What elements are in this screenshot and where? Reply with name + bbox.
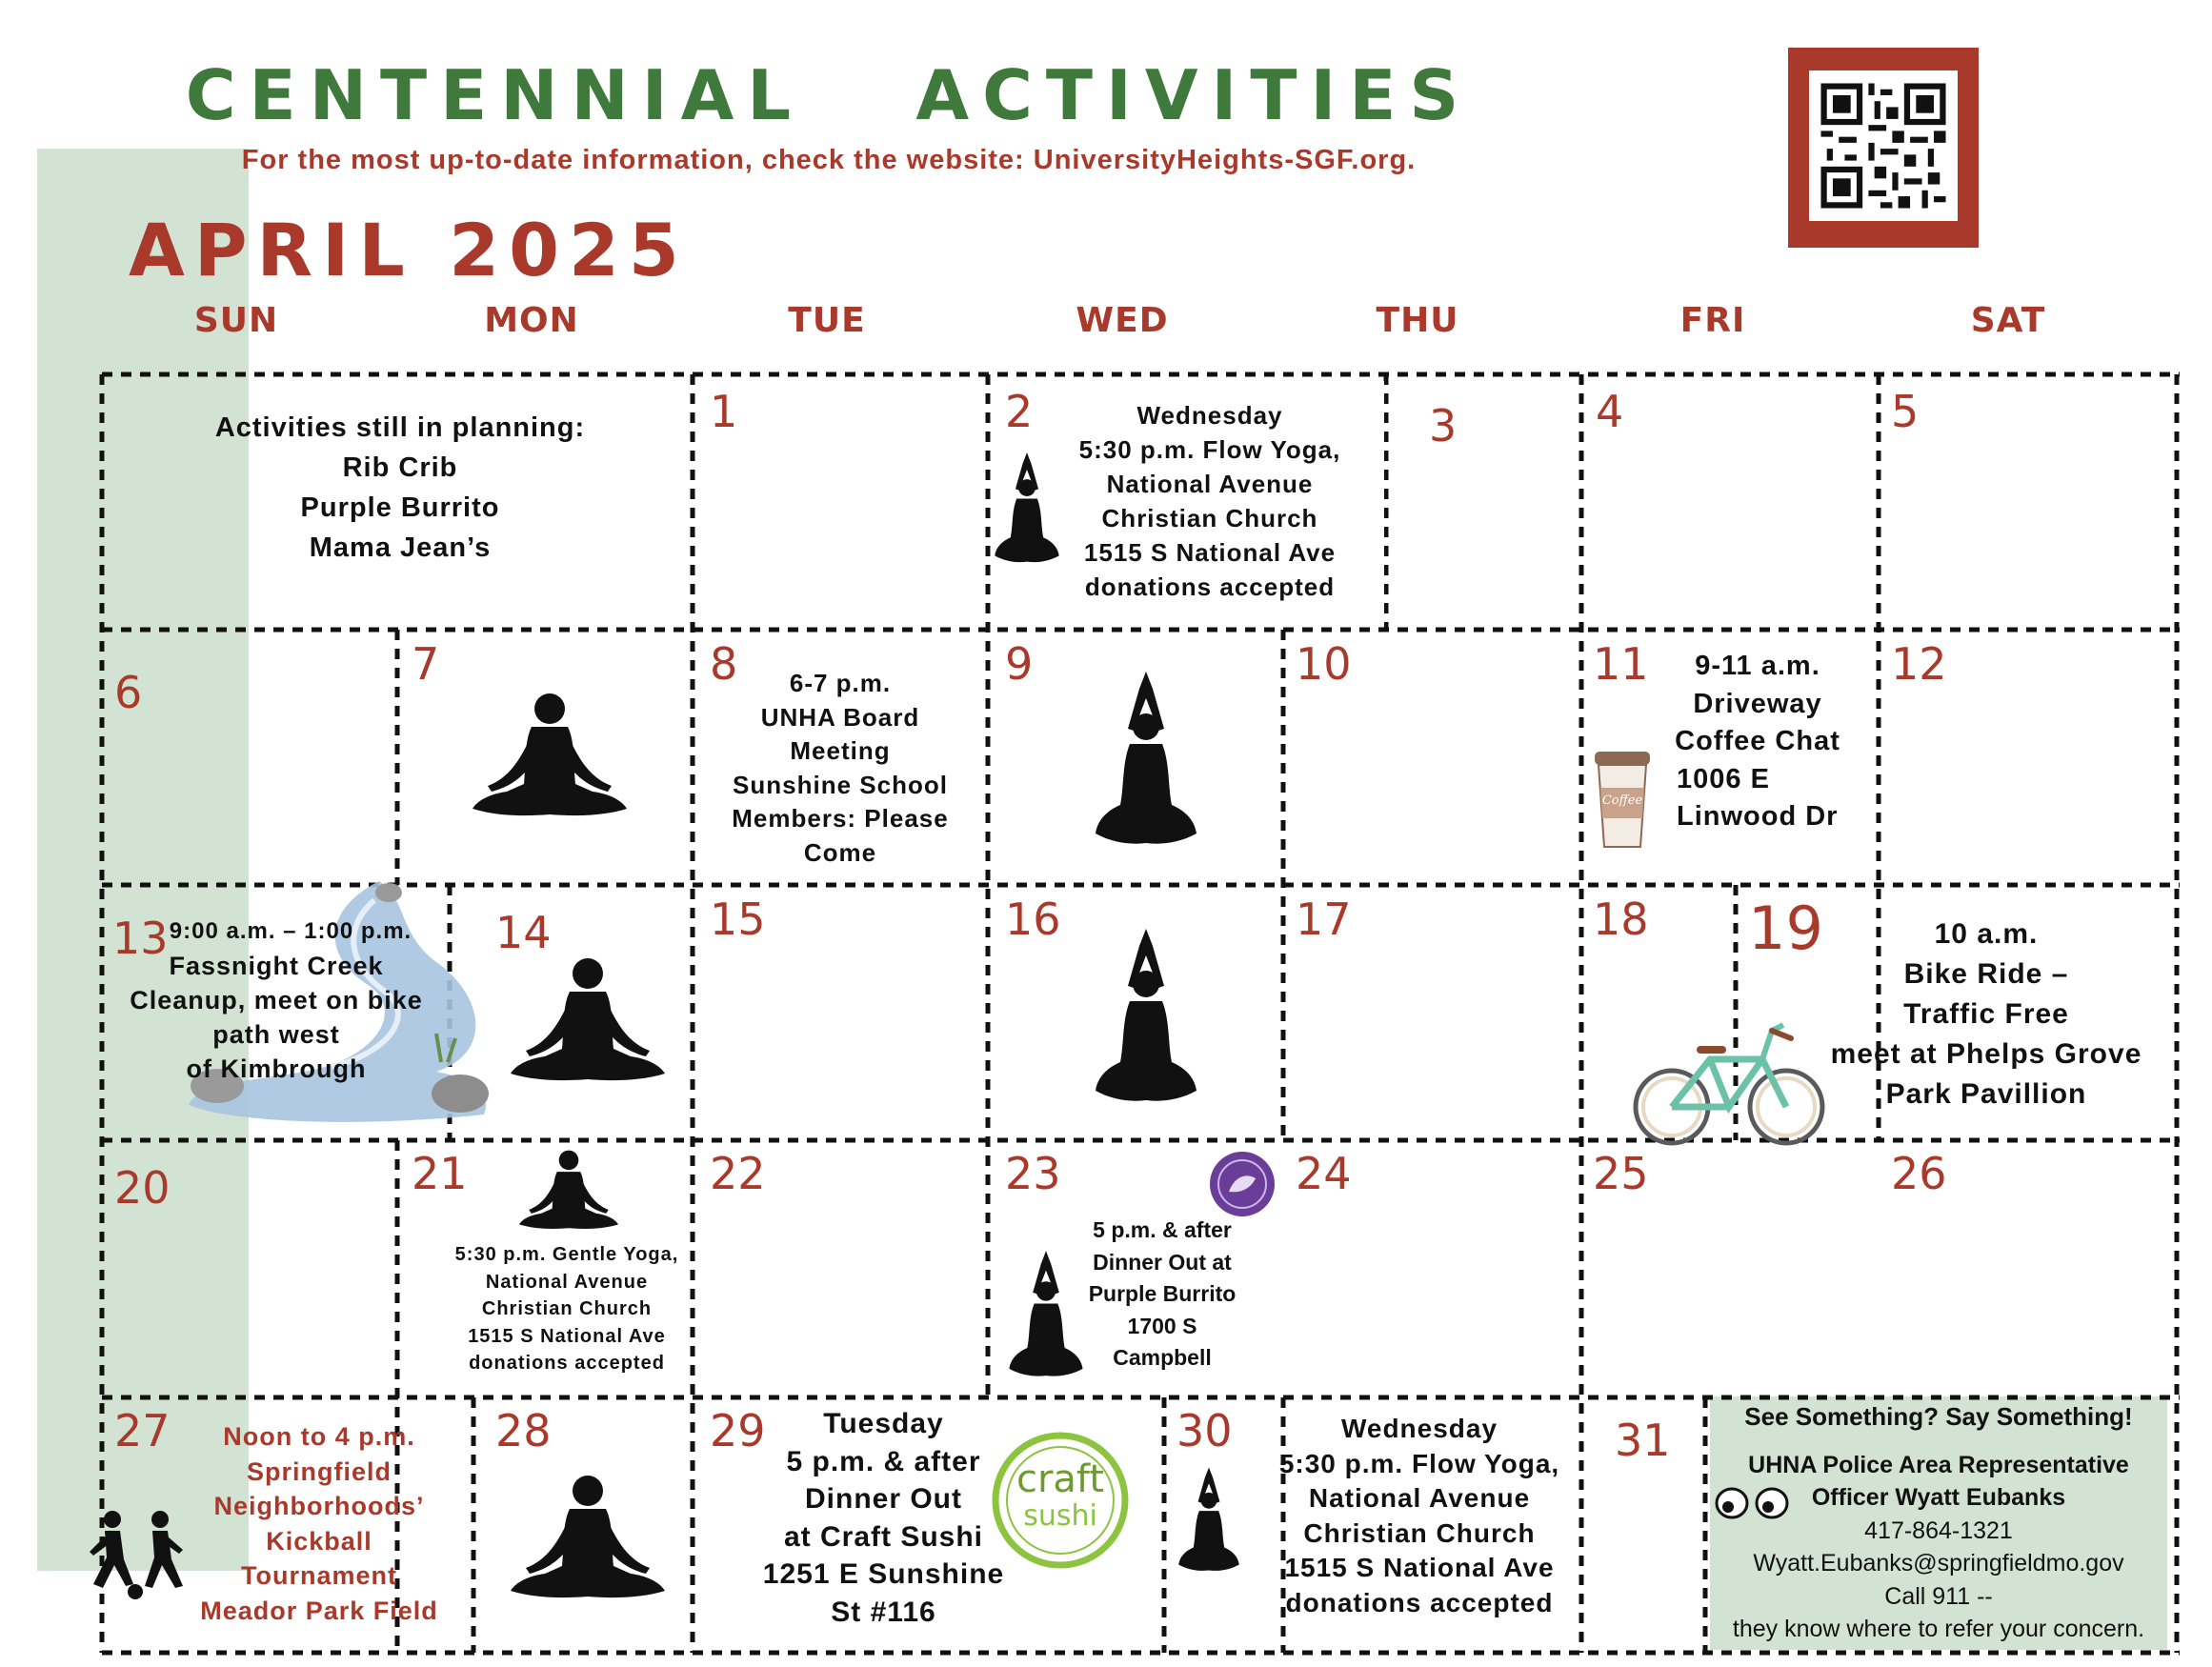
event-apr29 [753,1405,1015,1631]
day-22: 22 [710,1148,766,1199]
event-line: at Craft Sushi [783,1520,984,1553]
event-line: Neighborhoods’ [213,1492,425,1520]
event-apr13 [124,914,429,1086]
event-line: National Avenue [1106,470,1314,498]
event-line: Sunshine School [733,770,948,799]
yoga-pose-arms-up-icon [1008,1251,1084,1379]
event-apr11 [1648,648,1867,836]
day-27: 27 [114,1405,171,1456]
event-line: 5:30 p.m. Flow Yoga, [1078,435,1341,464]
coffee-cup [1589,748,1656,853]
day-30: 30 [1176,1405,1233,1456]
event-line: 5 p.m. & after [1093,1217,1232,1242]
event-line: Come [803,837,877,867]
event-line: Cleanup, meet on bike [130,986,423,1014]
purple-burrito-logo-icon [1208,1150,1277,1218]
day-18: 18 [1593,894,1649,945]
planning-item: Rib Crib [342,452,458,483]
safety-text [1705,1400,2172,1646]
event-line: Tuesday [823,1408,944,1439]
day-14: 14 [495,907,552,958]
safety-call: Call 911 -- [1884,1582,1993,1610]
event-line: Christian Church [481,1298,653,1319]
yoga-pose-arms-up-icon [1094,672,1198,848]
weekday-tue: TUE [788,301,866,340]
day-11: 11 [1593,638,1649,690]
event-line: Linwood Dr [1677,801,1839,832]
event-line: donations accepted [1285,1587,1554,1617]
kickball-players-icon [84,1510,193,1600]
planning-item: Mama Jean’s [309,532,492,563]
day-1: 1 [710,386,738,437]
bicycle-icon [1629,1012,1829,1150]
eyes-icon [1715,1484,1791,1522]
yoga-meditation-icon [469,693,631,826]
yoga-meditation-icon [516,1150,621,1235]
planning-note [171,408,629,568]
event-line: Kickball [266,1526,372,1556]
event-line: meet at Phelps Grove [1830,1038,2142,1070]
weekday-sat: SAT [1970,301,2046,340]
event-line: Campbell [1113,1345,1212,1370]
day-20: 20 [114,1162,171,1214]
day-29: 29 [710,1405,766,1456]
day-2: 2 [1005,386,1034,437]
event-line: Noon to 4 p.m. [223,1422,415,1451]
event-apr27 [191,1419,448,1628]
event-line: 6-7 p.m. [789,669,892,697]
day-12: 12 [1891,638,1947,690]
event-line: St #116 [831,1596,936,1628]
safety-phone: 417-864-1321 [1864,1516,2013,1544]
weekday-wed: WED [1076,301,1169,340]
safety-heading: See Something? Say Something! [1744,1402,2133,1431]
event-line: 1515 S National Ave [1083,538,1337,567]
event-line: Wednesday [1136,401,1283,430]
day-16: 16 [1005,894,1061,945]
day-31: 31 [1615,1415,1671,1466]
event-line: UNHA Board [760,702,920,732]
day-15: 15 [710,894,766,945]
event-line: Dinner Out [805,1483,962,1515]
event-line: Driveway [1693,688,1822,719]
safety-note: they know where to refer your concern. [1732,1616,2145,1642]
day-10: 10 [1296,638,1352,690]
day-23: 23 [1005,1148,1061,1199]
event-line: Coffee Chat [1675,726,1840,756]
month-heading: APRIL 2025 [129,208,689,292]
event-line: of Kimbrough [186,1054,367,1083]
event-line: 5:30 p.m. Flow Yoga, [1278,1448,1560,1478]
event-line: Springfield [247,1456,392,1486]
event-apr23 [1067,1215,1257,1375]
event-line: 10 a.m. [1934,918,2039,950]
page-subtitle: For the most up-to-date information, check the website: UniversityHeights-SGF.org. [241,145,1417,175]
event-apr2 [1057,398,1362,604]
day-9: 9 [1005,638,1034,690]
planning-heading: Activities still in planning: [214,412,586,443]
weekday-mon: MON [484,301,579,340]
event-line: 1251 E Sunshine [762,1558,1005,1590]
safety-line: UHNA Police Area Representative [1748,1451,2129,1478]
safety-email[interactable]: Wyatt.Eubanks@springfieldmo.gov [1753,1550,2124,1577]
event-line: 1515 S National Ave [1284,1553,1555,1582]
event-line: Bike Ride – [1903,958,2069,990]
event-line: donations accepted [1084,572,1336,601]
weekday-sun: SUN [193,301,279,340]
day-6: 6 [114,667,143,718]
day-8: 8 [710,638,738,690]
event-line: Fassnight Creek [169,952,384,980]
event-apr19 [1805,914,2167,1115]
event-line: National Avenue [1308,1483,1531,1513]
event-line: Tournament [241,1561,397,1590]
weekday-thu: THU [1376,301,1459,340]
event-line: path west [212,1020,340,1049]
day-17: 17 [1296,894,1352,945]
event-line: donations accepted [469,1353,665,1374]
event-apr21 [443,1241,691,1377]
event-line: Park Pavillion [1885,1078,2087,1110]
day-19: 19 [1748,894,1823,963]
coffee-cup-label: Coffee [1601,793,1643,808]
yoga-pose-arms-up-icon [1094,929,1198,1105]
yoga-pose-arms-up-icon [994,452,1060,565]
event-line: 1700 S [1127,1313,1197,1338]
event-line: Purple Burrito [1088,1281,1237,1306]
event-line: Dinner Out at [1093,1249,1232,1275]
event-apr30 [1262,1412,1577,1620]
day-3: 3 [1429,400,1458,452]
event-line: National Avenue [485,1271,649,1293]
event-line: 5:30 p.m. Gentle Yoga, [454,1244,679,1265]
craft-sushi-logo [989,1429,1132,1572]
event-line: 9:00 a.m. – 1:00 p.m. [169,918,412,944]
day-24: 24 [1296,1148,1352,1199]
day-7: 7 [412,638,440,690]
event-line: Christian Church [1101,504,1318,532]
event-line: 9-11 a.m. [1695,651,1820,681]
day-26: 26 [1891,1148,1947,1199]
yoga-meditation-icon [507,1475,669,1608]
page-title: CENTENNIAL ACTIVITIES [185,55,1473,135]
event-line: Christian Church [1303,1517,1536,1548]
safety-line: Officer Wyatt Eubanks [1811,1484,2066,1511]
sushi-logo-text: sushi [1023,1499,1097,1533]
event-line: Meeting [790,736,891,765]
day-5: 5 [1891,386,1920,437]
event-apr8 [716,667,964,870]
event-line: Wednesday [1340,1414,1498,1443]
yoga-pose-arms-up-icon [1177,1467,1240,1574]
event-line: Meador Park Field [200,1596,438,1625]
weekday-fri: FRI [1679,301,1746,340]
day-21: 21 [412,1148,468,1199]
planning-item: Purple Burrito [300,492,500,523]
event-line: 5 p.m. & after [786,1445,981,1477]
day-13: 13 [112,913,169,964]
event-line: Traffic Free [1903,998,2069,1030]
yoga-meditation-icon [507,957,669,1091]
event-line: Members: Please [732,804,949,833]
event-line: 1006 E [1677,763,1770,794]
day-28: 28 [495,1405,552,1456]
day-4: 4 [1596,386,1624,437]
day-25: 25 [1593,1148,1649,1199]
event-line: 1515 S National Ave [468,1325,666,1347]
craft-logo-text: craft [1016,1457,1104,1501]
